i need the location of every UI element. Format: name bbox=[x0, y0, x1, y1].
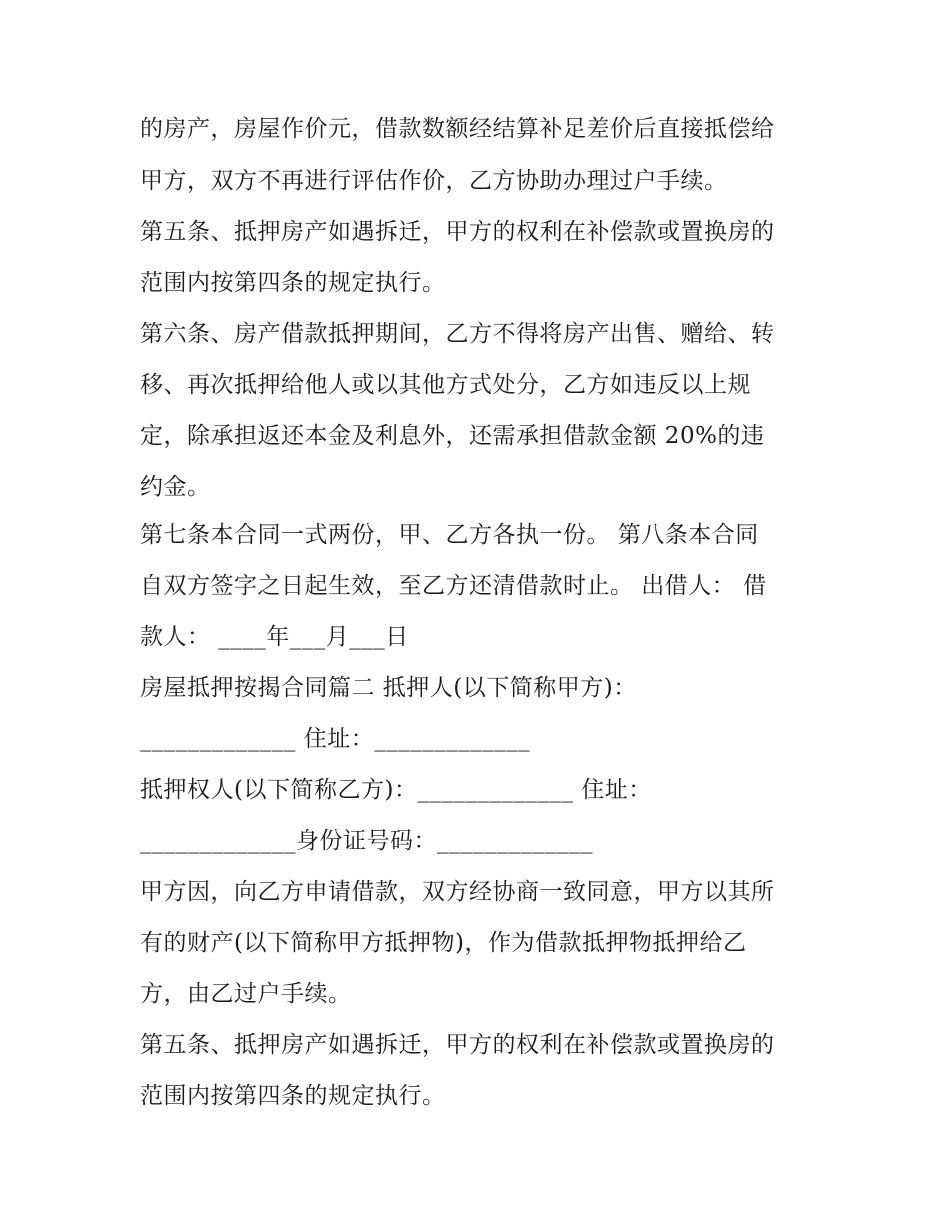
text-line: 定，除承担返还本金及利息外，还需承担借款金额 20%的违 bbox=[140, 423, 765, 449]
text-line: 范围内按第四条的规定执行。 bbox=[140, 1083, 446, 1109]
text-line: 自双方签字之日起生效，至乙方还清借款时止。 出借人： 借 bbox=[140, 573, 767, 599]
text-line: 有的财产(以下简称甲方抵押物)，作为借款抵押物抵押给乙 bbox=[140, 930, 747, 956]
text-line: 方，由乙过户手续。 bbox=[140, 981, 352, 1007]
text-line: 第六条、房产借款抵押期间，乙方不得将房产出售、赠给、转 bbox=[140, 321, 775, 347]
text-line: 款人： ____年___月___日 bbox=[140, 624, 409, 650]
text-line: 第七条本合同一式两份，甲、乙方各执一份。 第八条本合同 bbox=[140, 522, 759, 548]
text-line: 的房产，房屋作价元，借款数额经结算补足差价后直接抵偿给 bbox=[140, 116, 775, 142]
text-line: _____________ 住址：_____________ bbox=[140, 726, 531, 752]
text-line: 房屋抵押按揭合同篇二 抵押人(以下简称甲方)： bbox=[140, 675, 637, 701]
text-line: 抵押权人(以下简称乙方)：_____________ 住址： bbox=[140, 777, 652, 803]
text-line: 甲方因，向乙方申请借款，双方经协商一致同意，甲方以其所 bbox=[140, 879, 775, 905]
text-line: 范围内按第四条的规定执行。 bbox=[140, 270, 446, 296]
text-line: 第五条、抵押房产如遇拆迁，甲方的权利在补偿款或置换房的 bbox=[140, 219, 775, 245]
text-line: 约金。 bbox=[140, 474, 211, 500]
text-line: 移、再次抵押给他人或以其他方式处分，乙方如违反以上规 bbox=[140, 372, 751, 398]
text-line: _____________身份证号码：_____________ bbox=[140, 828, 593, 854]
text-line: 第五条、抵押房产如遇拆迁，甲方的权利在补偿款或置换房的 bbox=[140, 1032, 775, 1058]
text-line: 甲方，双方不再进行评估作价，乙方协助办理过户手续。 bbox=[140, 168, 728, 194]
